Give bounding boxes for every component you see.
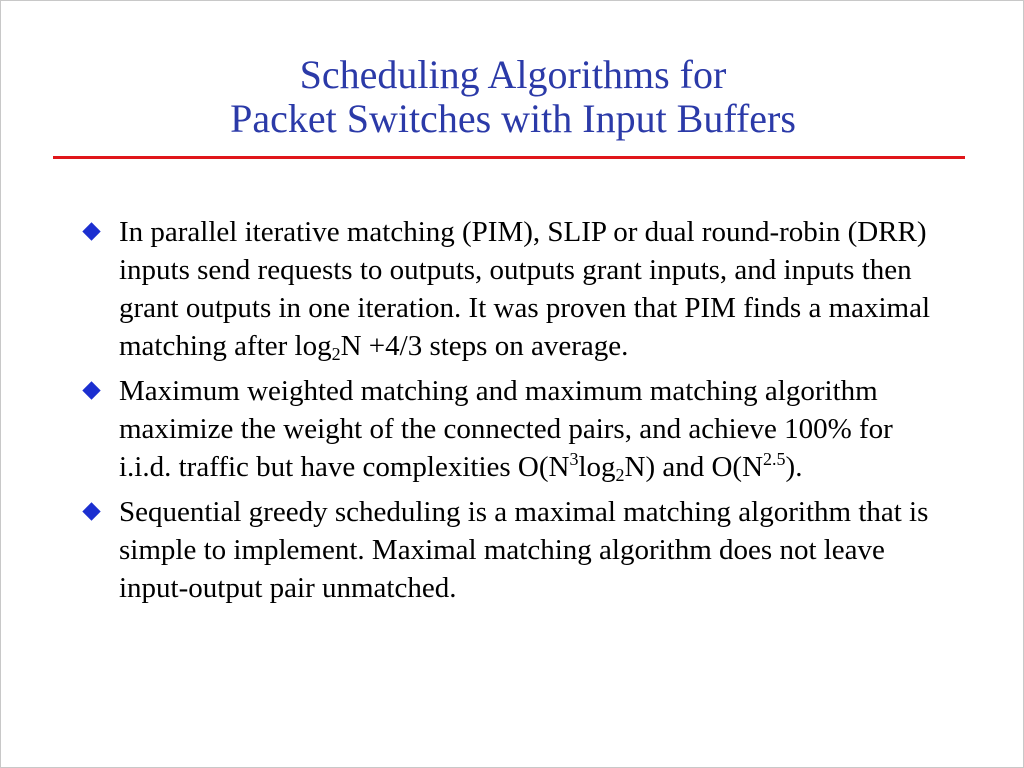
- bullet-2-text-b: log: [578, 451, 616, 483]
- bullet-list: [83, 213, 943, 614]
- bullet-3-text-a: Sequential greedy scheduling is a maximal matching algorithm that is simple to implement. Maximal matching algorithm does not leave input-output pair unmatched.: [119, 496, 929, 604]
- diamond-bullet-icon: [82, 222, 100, 240]
- bullet-2-text-a: Maximum weighted matching and maximum matching algorithm maximize the weight of the connected pairs, and achieve 100% for i.i.d. traffic but have complexities O(N: [119, 375, 893, 483]
- title-divider: [53, 156, 965, 159]
- bullet-2-text-d: ).: [785, 451, 803, 483]
- title-line-1: Scheduling Algorithms for: [299, 52, 727, 97]
- bullet-2-text-c: N) and O(N: [624, 451, 764, 483]
- bullet-2-sup-a: 3: [569, 449, 579, 469]
- bullet-item-1: [83, 213, 943, 365]
- bullet-1-text-a: In parallel iterative matching (PIM), SLIP or dual round-robin (DRR) inputs send requests to outputs, outputs grant inputs, and inputs then grant outputs in one iteration. It was proven that PIM finds a maximal matching after log: [119, 216, 931, 362]
- bullet-item-2: [83, 372, 943, 486]
- bullet-item-3: [83, 493, 943, 607]
- slide-title: [1, 53, 1024, 141]
- diamond-bullet-icon: [82, 381, 100, 399]
- title-line-2: Packet Switches with Input Buffers: [230, 96, 796, 141]
- bullet-2-sup-b: 2.5: [763, 449, 786, 469]
- bullet-1-text-b: N +4/3 steps on average.: [340, 330, 629, 362]
- diamond-bullet-icon: [82, 502, 100, 520]
- bullet-1-sub-a: 2: [331, 344, 341, 364]
- bullet-2-sub-b: 2: [615, 465, 625, 485]
